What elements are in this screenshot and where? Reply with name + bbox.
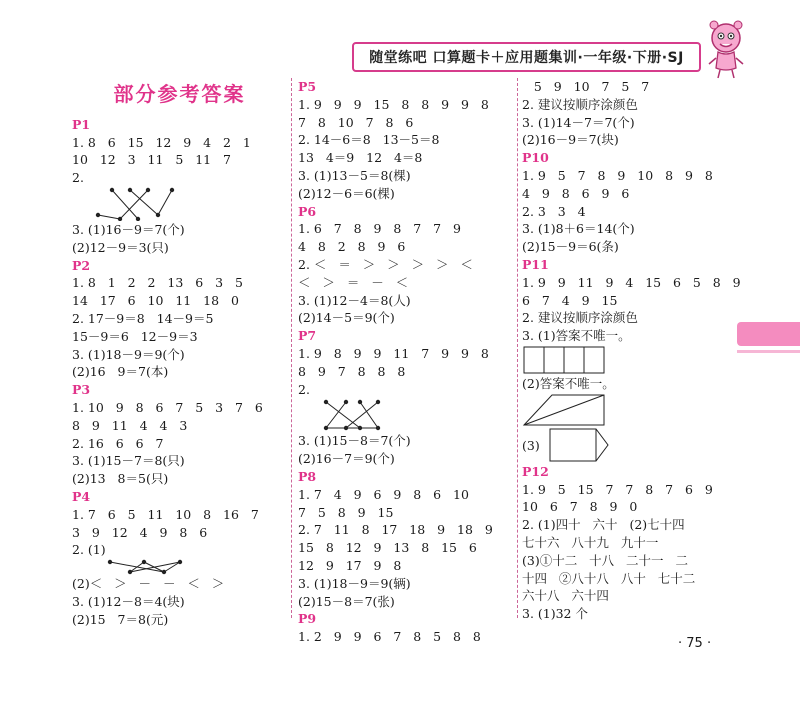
answer-line: 8 9 7 8 8 8	[298, 363, 406, 379]
answer-line: 2. (1)	[72, 542, 106, 558]
answer-line: ＜ ＞ ＝ － ＜	[298, 274, 409, 290]
answer-line: 2. 14－6＝8 13－5＝8	[298, 132, 440, 148]
page-heading: P5	[298, 79, 317, 94]
header-title: 随堂练吧 口算题卡＋应用题集训·一年级·下册·SJ	[369, 50, 684, 66]
answer-line: 4 9 8 6 9 6	[522, 185, 630, 201]
answer-line: 1. 6 7 8 9 8 7 7 9	[298, 221, 461, 237]
answer-figure	[522, 427, 727, 463]
answer-line: 十四 ②八十八 八十 七十二	[522, 570, 696, 586]
answer-line: 1. 8 1 2 2 13 6 3 5	[72, 275, 243, 291]
answer-line: 七十六 八十九 九十一	[522, 534, 659, 550]
answer-line: 2. 7 11 8 17 18 9 18 9	[298, 522, 493, 538]
answer-line: 3. (1)答案不唯一。	[522, 328, 631, 344]
page-heading: P9	[298, 611, 317, 627]
side-tab-underline	[737, 350, 800, 353]
answer-line: (2)15－8＝7(张)	[298, 593, 395, 609]
answer-line: 8 9 11 4 4 3	[72, 417, 188, 433]
answer-line: (2)12－6＝6(棵)	[298, 185, 395, 201]
page-heading: P4	[72, 488, 91, 504]
answer-line: 3. (1)18－9＝9(辆)	[298, 575, 411, 591]
column-divider-1	[291, 78, 292, 618]
answer-line: 3. (1)8＋6＝14(个)	[522, 221, 635, 237]
page-heading: P6	[298, 203, 317, 219]
answer-line: 2. 建议按顺序涂颜色	[522, 96, 638, 112]
answer-line: (2)16－7＝9(个)	[298, 451, 395, 467]
answer-line: 3. (1)15－8＝7(个)	[298, 433, 411, 449]
side-tab	[737, 322, 800, 346]
answer-line: 3. (1)15－7＝8(只)	[72, 453, 185, 469]
answer-line: 1. 7 6 5 11 10 8 16 7	[72, 506, 259, 522]
answer-line: 1. 9 9 9 15 8 8 9 9 8	[298, 96, 489, 112]
answer-line: (2)＜ ＞ － － ＜ ＞	[72, 576, 225, 592]
answer-line: (2)16－9＝7(块)	[522, 132, 619, 148]
answer-line: 14 17 6 10 11 18 0	[72, 293, 239, 309]
header-bar	[352, 42, 701, 72]
answer-line: 13 4＝9 12 4＝8	[298, 150, 423, 166]
answer-line: 4 8 2 8 9 6	[298, 239, 406, 255]
answer-line: 15 8 12 9 13 8 15 6	[298, 540, 477, 556]
answer-line: 2. 17－9＝8 14－9＝5	[72, 310, 214, 326]
figure-label: (3)	[522, 437, 540, 453]
answer-figure-drawing	[522, 393, 682, 427]
answer-line: 5 9 10 7 5 7	[522, 79, 650, 94]
answer-figure	[72, 187, 287, 221]
answer-figure-drawing	[298, 398, 458, 432]
answer-line: 1. 9 5 15 7 7 8 7 6 9	[522, 481, 713, 497]
answer-line: 六十八 六十四	[522, 588, 609, 604]
page-heading: P10	[522, 150, 549, 166]
mascot-icon	[705, 18, 747, 80]
answer-figure	[522, 393, 727, 427]
page-heading: P2	[72, 257, 91, 273]
answer-figure	[72, 559, 287, 575]
section-title: 部分参考答案	[113, 82, 246, 106]
answer-line: 2. ＜ ＝ ＞ ＞ ＞ ＞ ＜	[298, 256, 473, 272]
answer-line: 2. 建议按顺序涂颜色	[522, 310, 638, 326]
answer-line: 1. 2 9 9 6 7 8 5 8 8	[298, 629, 481, 645]
answer-line: 1. 9 5 7 8 9 10 8 9 8	[522, 167, 713, 183]
answer-line: 3. (1)12－4＝8(人)	[298, 292, 411, 308]
answer-line: 1. 9 8 9 9 11 7 9 9 8	[298, 345, 489, 361]
answer-line: 2.	[72, 170, 84, 186]
answer-line: 10 12 3 11 5 11 7	[72, 152, 232, 168]
answer-line: (2)13 8＝5(只)	[72, 471, 169, 487]
answer-line: (3)①十二 十八 二十一 二	[522, 552, 688, 568]
answer-line: (2)15－9＝6(条)	[522, 239, 619, 255]
answer-line: 1. 9 9 11 9 4 15 6 5 8 9	[522, 274, 741, 290]
answer-line: 10 6 7 8 9 0	[522, 499, 638, 515]
answer-line: 1. 7 4 9 6 9 8 6 10	[298, 486, 469, 502]
answer-line: 3 9 12 4 9 8 6	[72, 524, 208, 540]
answer-line: 1. 8 6 15 12 9 4 2 1	[72, 134, 251, 150]
answer-line: 3. (1)14－7＝7(个)	[522, 114, 635, 130]
answer-column-1	[72, 78, 287, 629]
answer-line: 1. 10 9 8 6 7 5 3 7 6	[72, 399, 263, 415]
answer-line: 3. (1)16－9＝7(个)	[72, 221, 185, 237]
answer-line: (2)16 9＝7(本)	[72, 364, 169, 380]
page-heading: P8	[298, 468, 317, 484]
answer-line: 6 7 4 9 15	[522, 292, 618, 308]
answer-line: 3. (1)32 个	[522, 606, 588, 622]
column-divider-2	[517, 78, 518, 618]
answer-line: 2. 16 6 6 7	[72, 435, 164, 451]
answer-figure-drawing	[72, 559, 232, 575]
answer-line: 12 9 17 9 8	[298, 557, 402, 573]
page-heading: P7	[298, 328, 317, 344]
answer-line: (2)答案不唯一。	[522, 375, 615, 391]
page-heading: P1	[72, 116, 91, 132]
answer-figure-drawing	[72, 187, 232, 221]
answer-figure	[298, 398, 516, 432]
answer-line: 3. (1)18－9＝9(个)	[72, 346, 185, 362]
answer-line: 7 5 8 9 15	[298, 504, 394, 520]
answer-column-2	[298, 78, 516, 646]
answer-line: 15－9＝6 12－9＝3	[72, 328, 198, 344]
answer-column-3	[522, 78, 741, 623]
page-heading: P12	[522, 463, 549, 479]
answer-line: 3. (1)13－5＝8(棵)	[298, 167, 411, 183]
page-heading: P3	[72, 382, 91, 398]
answer-figure	[522, 345, 727, 375]
answer-line: (2)15 7＝8(元)	[72, 611, 169, 627]
answer-line: 2.	[298, 381, 310, 397]
answer-line: 7 8 10 7 8 6	[298, 114, 414, 130]
answer-figure-drawing	[522, 427, 682, 463]
answer-figure-drawing	[522, 345, 682, 375]
answer-line: 2. 3 3 4	[522, 203, 586, 219]
page-number: · 75 ·	[678, 636, 712, 651]
page-heading: P11	[522, 256, 549, 272]
answer-line: 2. (1)四十 六十 (2)七十四	[522, 517, 685, 533]
answer-line: (2)12－9＝3(只)	[72, 239, 169, 255]
answer-line: 3. (1)12－8＝4(块)	[72, 593, 185, 609]
answer-line: (2)14－5＝9(个)	[298, 310, 395, 326]
